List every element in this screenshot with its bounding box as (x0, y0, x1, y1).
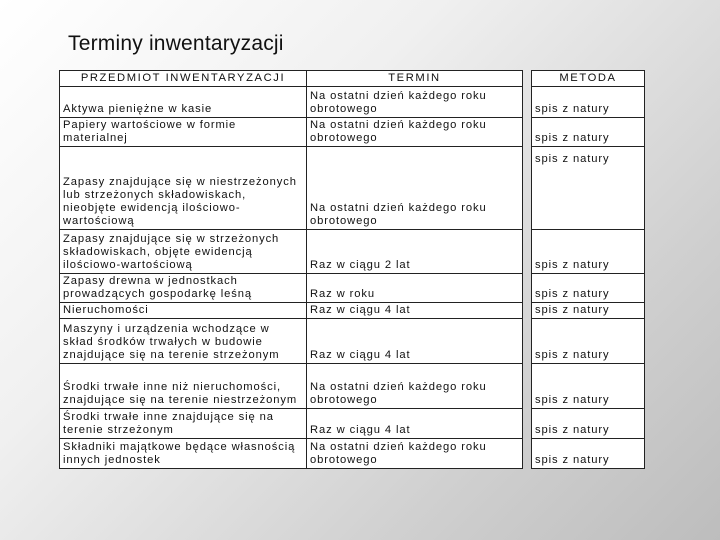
cell-termin: Na ostatni dzień każdego roku obrotowego (307, 118, 523, 147)
cell-termin: Na ostatni dzień każdego roku obrotowego (307, 364, 523, 409)
inventory-schedule-table (59, 70, 645, 469)
table-row (60, 147, 645, 230)
cell-metoda: spis z natury (532, 230, 645, 274)
cell-metoda: spis z natury (532, 439, 645, 469)
table-row (60, 118, 645, 147)
header-metoda: METODA (532, 71, 645, 87)
cell-przedmiot: Zapasy znajdujące się w strzeżonych składowiskach, objęte ewidencją ilościowo-wartościową (60, 230, 307, 274)
header-przedmiot: PRZEDMIOT INWENTARYZACJI (60, 71, 307, 87)
cell-przedmiot: Składniki majątkowe będące własnością innych jednostek (60, 439, 307, 469)
table-row (60, 87, 645, 118)
cell-metoda: spis z natury (532, 319, 645, 364)
cell-termin: Raz w ciągu 4 lat (307, 319, 523, 364)
cell-termin: Na ostatni dzień każdego roku obrotowego (307, 439, 523, 469)
cell-przedmiot: Nieruchomości (60, 303, 307, 319)
cell-termin: Na ostatni dzień każdego roku obrotowego (307, 87, 523, 118)
cell-metoda: spis z natury (532, 118, 645, 147)
cell-termin: Raz w roku (307, 274, 523, 303)
page-title: Terminy inwentaryzacji (68, 32, 284, 55)
cell-przedmiot: Środki trwałe inne znajdujące się na terenie strzeżonym (60, 409, 307, 439)
cell-przedmiot: Środki trwałe inne niż nieruchomości, znajdujące się na terenie niestrzeżonym (60, 364, 307, 409)
cell-metoda: spis z natury (532, 147, 645, 230)
table-row (60, 303, 645, 319)
cell-metoda: spis z natury (532, 409, 645, 439)
cell-metoda: spis z natury (532, 87, 645, 118)
table-row (60, 319, 645, 364)
cell-przedmiot: Papiery wartościowe w formie materialnej (60, 118, 307, 147)
cell-termin: Raz w ciągu 4 lat (307, 409, 523, 439)
table-row (60, 439, 645, 469)
cell-metoda: spis z natury (532, 274, 645, 303)
table-row (60, 274, 645, 303)
cell-przedmiot: Maszyny i urządzenia wchodzące w skład środków trwałych w budowie znajdujące się na terenie strzeżonym (60, 319, 307, 364)
cell-termin: Raz w ciągu 2 lat (307, 230, 523, 274)
cell-termin: Na ostatni dzień każdego roku obrotowego (307, 147, 523, 230)
cell-metoda: spis z natury (532, 364, 645, 409)
header-termin: TERMIN (307, 71, 523, 87)
table-row (60, 409, 645, 439)
cell-przedmiot: Zapasy znajdujące się w niestrzeżonych lub strzeżonych składowiskach, nieobjęte ewidencją ilościowo-wartościową (60, 147, 307, 230)
table-row (60, 230, 645, 274)
cell-przedmiot: Zapasy drewna w jednostkach prowadzących gospodarkę leśną (60, 274, 307, 303)
cell-przedmiot: Aktywa pieniężne w kasie (60, 87, 307, 118)
cell-termin: Raz w ciągu 4 lat (307, 303, 523, 319)
cell-metoda: spis z natury (532, 303, 645, 319)
table-row (60, 364, 645, 409)
